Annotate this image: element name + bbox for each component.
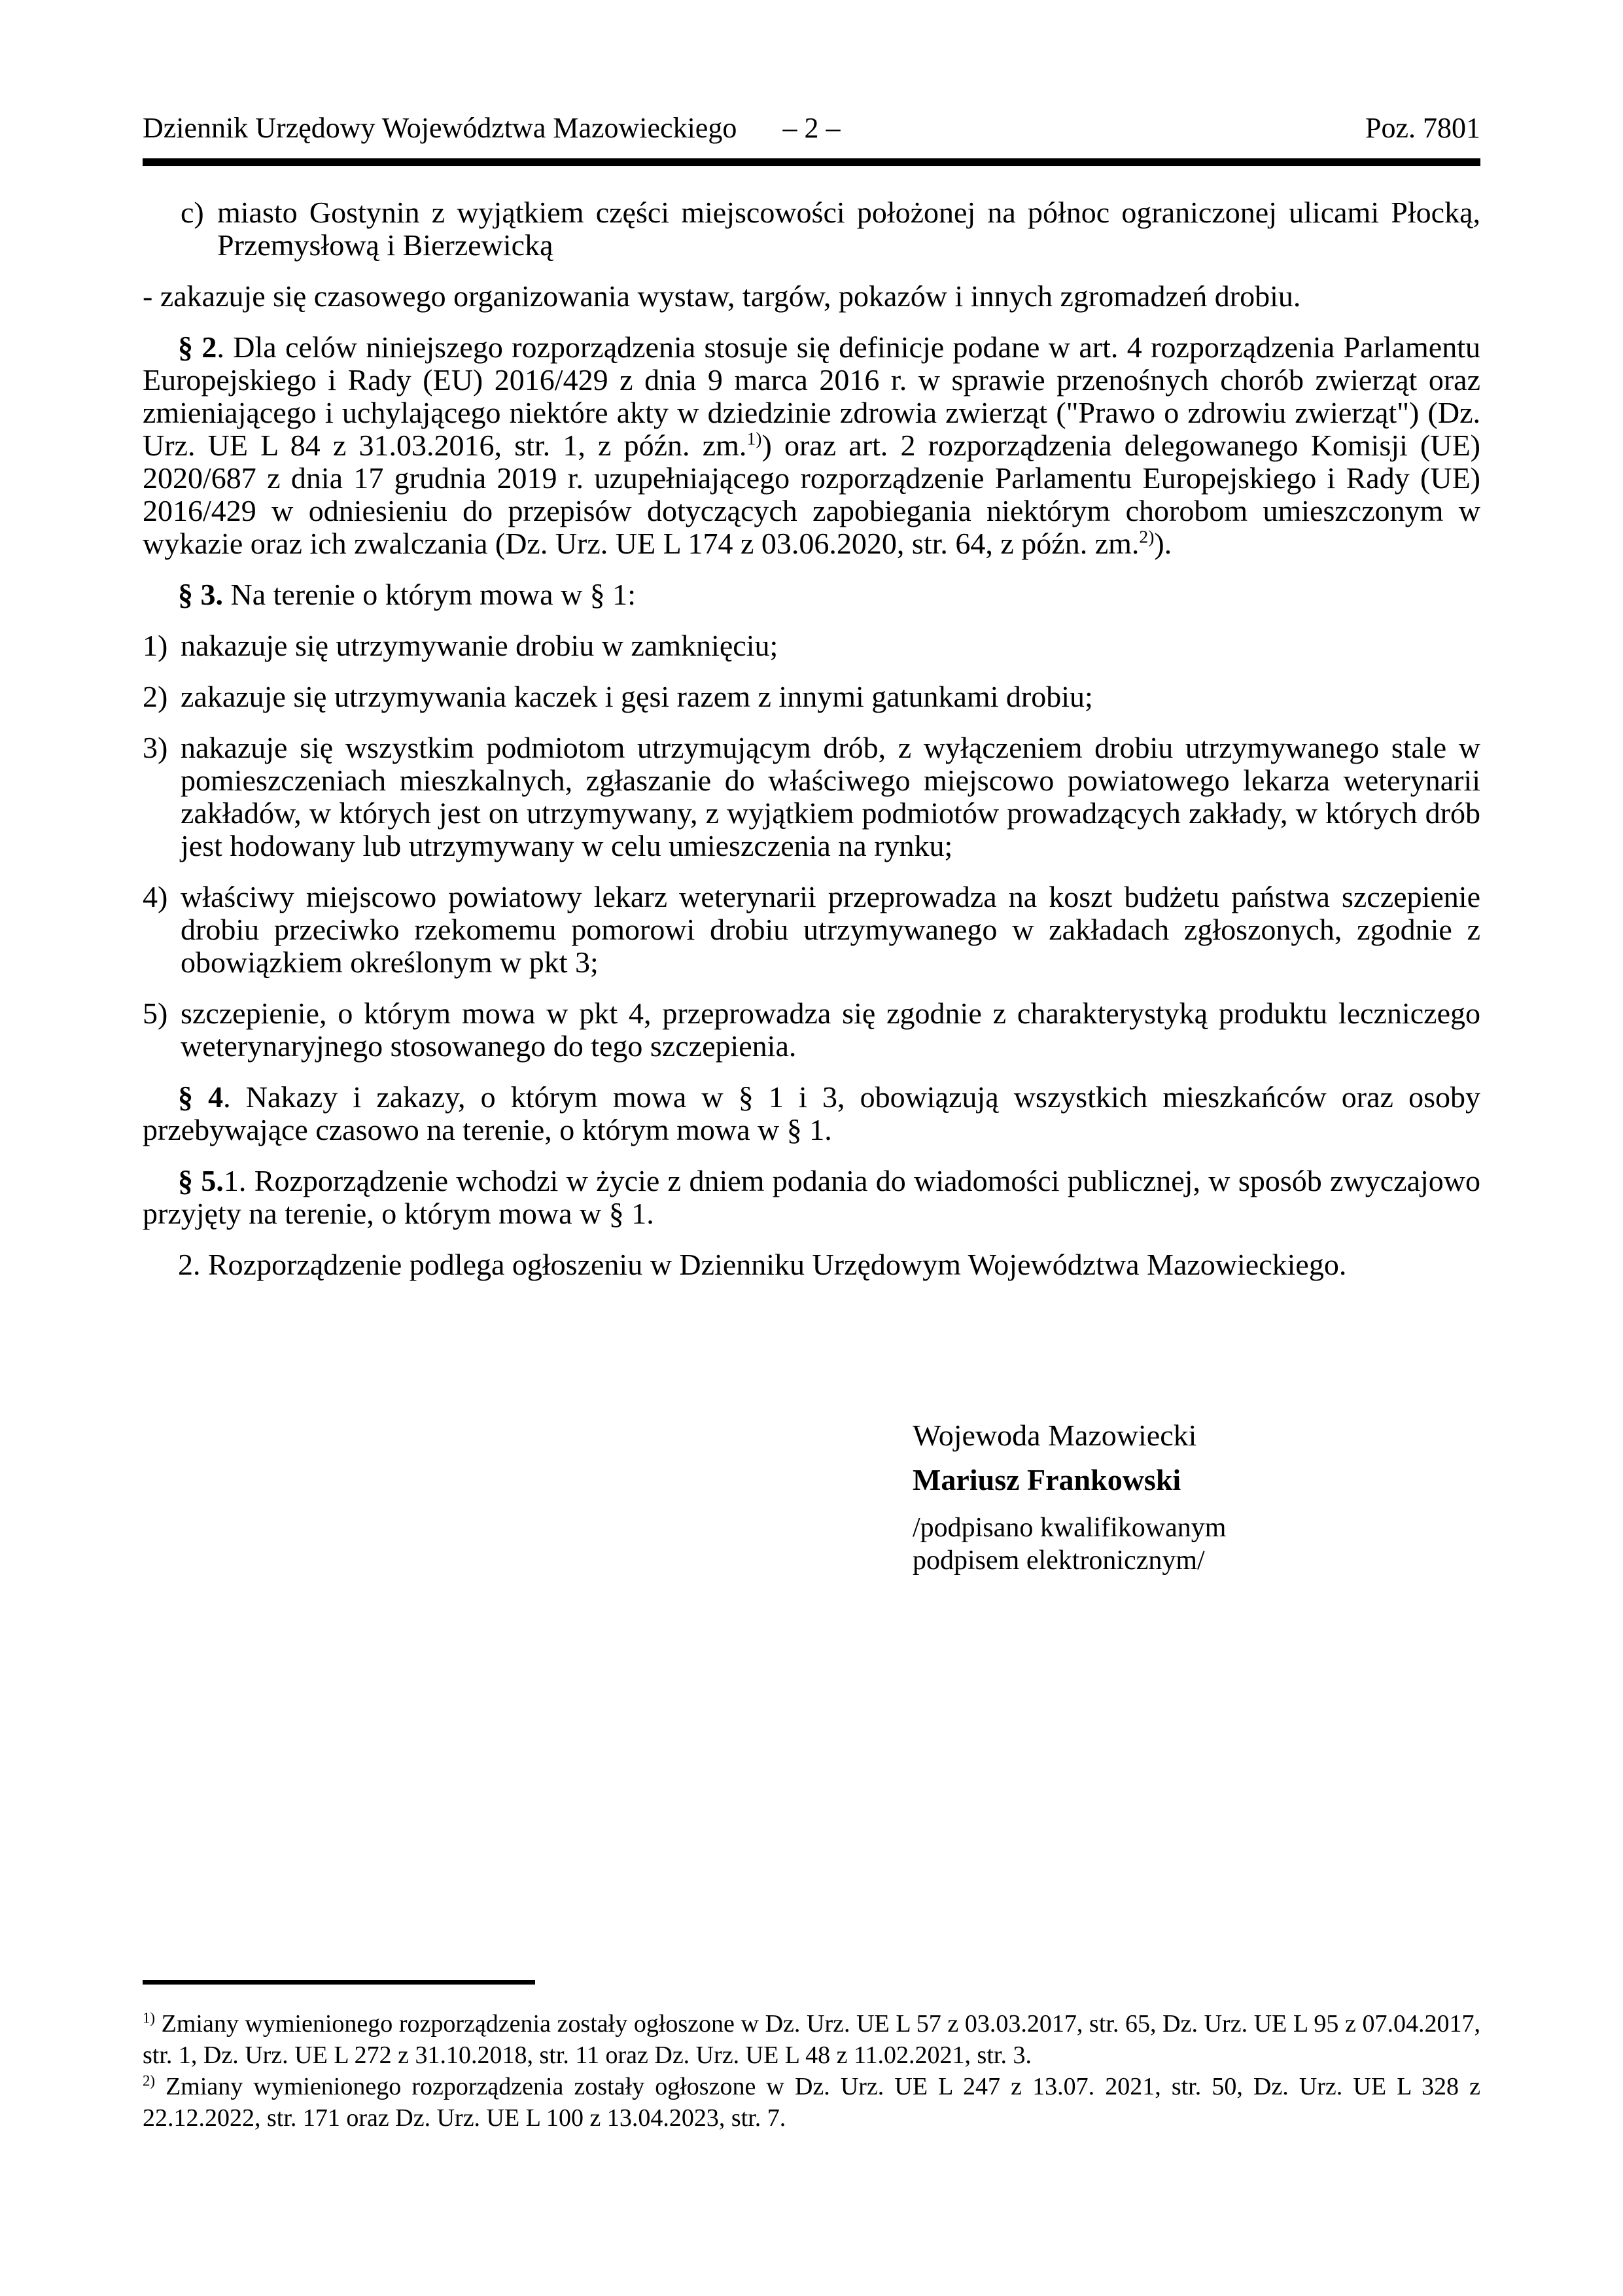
footnote-separator-rule [143, 1980, 535, 1985]
list-item-text: szczepienie, o którym mowa w pkt 4, przeprowadza się zgodnie z charakterystyką produktu leczniczego weterynaryjnego stosowanego do tego szczepienia. [181, 997, 1480, 1063]
list-item-label: 5) [143, 997, 168, 1030]
paragraph-2: § 2. Dla celów niniejszego rozporządzenia stosuje się definicje podane w art. 4 rozporządzenia Parlamentu Europejskiego i Rady (EU) 2016/429 z dnia 9 marca 2016 r. w sprawie przenośnych chorób zwierząt oraz zmieniającego i uchylającego niektóre akty w dziedzinie zdrowia zwierząt ("Prawo o zdrowiu zwierząt") (Dz. Urz. UE L 84 z 31.03.2016, str. 1, z późn. zm.$^{1)}$) oraz art. 2 rozporządzenia delegowanego Komisji (UE) 2020/687 z dnia 17 grudnia 2019 r. uzupełniającego rozporządzenie Parlamentu Europejskiego i Rady (UE) 2016/429 w odniesieniu do przepisów dotyczących zapobiegania niektórym chorobom umieszczonym w wykazie oraz ich zwalczania (Dz. Urz. UE L 174 z 03.06.2020, str. 64, z późn. zm.$^{2)}$). [143, 330, 1481, 560]
list-item-text: nakazuje się wszystkim podmiotom utrzymującym drób, z wyłączeniem drobiu utrzymywanego stale w pomieszczeniach mieszkalnych, zgłaszanie do właściwego miejscowo powiatowego lekarza weterynarii zakładów, w których jest on utrzymywany, z wyjątkiem podmiotów prowadzących zakłady, w których drób jest hodowany lub utrzymywany w celu umieszczenia na rynku; [181, 731, 1480, 862]
signatory-title: Wojewoda Mazowiecki [913, 1419, 1197, 1452]
header-position-number: Poz. 7801 [1365, 112, 1480, 144]
list-item-text: właściwy miejscowo powiatowy lekarz weterynarii przeprowadza na koszt budżetu państwa szczepienie drobiu przeciwko rzekomemu pomorowi drobiu utrzymywanego w zakładach zgłoszonych, zgodnie z obowiązkiem określonym w pkt 3; [181, 880, 1480, 979]
list-item-text: nakazuje się utrzymywanie drobiu w zamknięciu; [181, 629, 778, 662]
list-item-label: 2) [143, 680, 168, 713]
paragraph-5-1: § 5.1. Rozporządzenie wchodzi w życie z dniem podania do wiadomości publicznej, w sposób zwyczajowo przyjęty na terenie, o którym mowa w § 1. [143, 1164, 1480, 1230]
list-item-label: 1) [143, 629, 168, 662]
list-item [143, 629, 1480, 662]
footnote-1: $^{1)}$ Zmiany wymienionego rozporządzenia zostały ogłoszone w Dz. Urz. UE L 57 z 03.03.2017, str. 65, Dz. Urz. UE L 95 z 07.04.2017, str. 1, Dz. Urz. UE L 272 z 31.10.2018, str. 11 oraz Dz. Urz. UE L 48 z 11.02.2021, str. 3. [143, 2009, 1480, 2069]
signature-block [913, 1419, 1226, 1577]
paragraph-5-2: 2. Rozporządzenie podlega ogłoszeniu w Dzienniku Urzędowym Województwa Mazowieckiego. [178, 1248, 1347, 1281]
signature-note-line1: /podpisano kwalifikowanym [913, 1513, 1227, 1543]
list-item-text: miasto Gostynin z wyjątkiem części miejscowości położonej na północ ograniczonej ulicami Płocką, Przemysłową i Bierzewicką [217, 196, 1480, 262]
header-rule [143, 158, 1480, 166]
list-item-text: zakazuje się utrzymywania kaczek i gęsi razem z innymi gatunkami drobiu; [181, 680, 1093, 713]
dash-paragraph: - zakazuje się czasowego organizowania wystaw, targów, pokazów i innych zgromadzeń drobiu. [143, 279, 1301, 313]
list-item [143, 732, 1480, 862]
list-item-label: 4) [143, 880, 168, 913]
signature-note-line2: podpisem elektronicznym/ [913, 1545, 1205, 1576]
header-page-number: – 2 – [782, 112, 841, 144]
list-item [143, 680, 1480, 713]
footnote-2: $^{2)}$ Zmiany wymienionego rozporządzenia zostały ogłoszone w Dz. Urz. UE L 247 z 13.07. 2021, str. 50, Dz. Urz. UE L 328 z 22.12.2022, str. 171 oraz Dz. Urz. UE L 100 z 13.04.2023, str. 7. [143, 2072, 1480, 2132]
list-item-c [181, 196, 1480, 262]
footnotes-section [143, 1980, 1480, 2134]
list-item-label: 3) [143, 731, 168, 764]
list-item [143, 997, 1480, 1063]
header-journal-title: Dziennik Urzędowy Województwa Mazowieckiego [143, 112, 737, 144]
page-header [143, 110, 1480, 147]
list-item-label: c) [181, 196, 204, 229]
document-body [143, 196, 1480, 1281]
list-item [143, 881, 1480, 979]
signatory-name: Mariusz Frankowski [913, 1463, 1181, 1496]
paragraph-4: § 4. Nakazy i zakazy, o którym mowa w § 1 i 3, obowiązują wszystkich mieszkańców oraz osoby przebywające czasowo na terenie, o którym mowa w § 1. [143, 1080, 1480, 1146]
paragraph-3-heading: § 3. Na terenie o którym mowa w § 1: [178, 578, 637, 611]
